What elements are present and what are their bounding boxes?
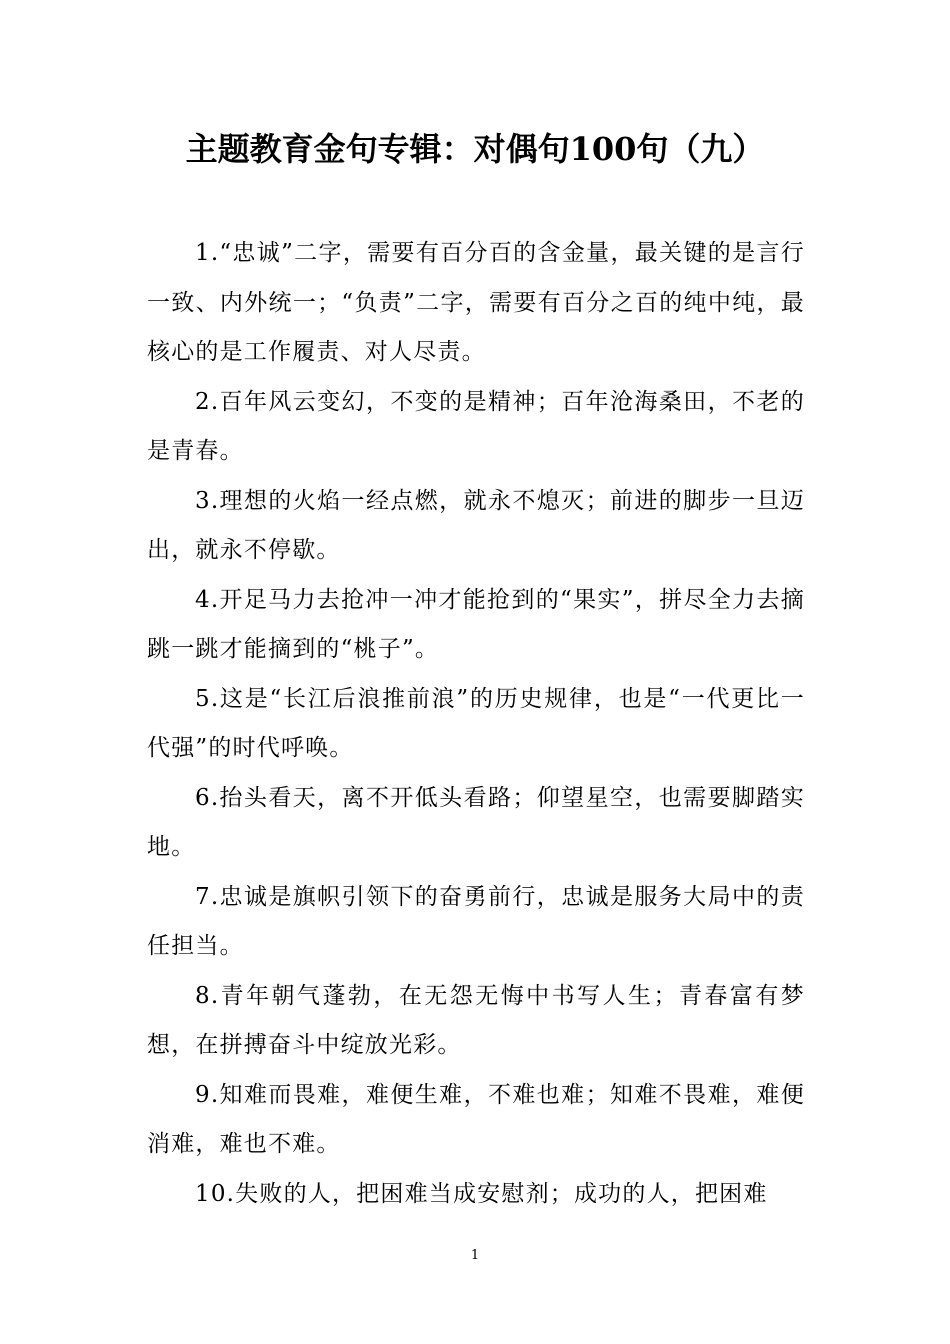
paragraph-5: 5.这是“长江后浪推前浪”的历史规律，也是“一代更比一代强”的时代呼唤。 (147, 685, 805, 761)
paragraph-1: 1.“忠诚”二字，需要有百分百的含金量，最关键的是言行一致、内外统一；“负责”二字，需要有百分之百的纯中纯，最核心的是工作履责、对人尽责。 (147, 240, 805, 365)
paragraph-4: 4.开足马力去抢冲一冲才能抢到的“果实”，拼尽全力去摘跳一跳才能摘到的“桃子”。 (147, 586, 805, 662)
paragraph-7: 7.忠诚是旗帜引领下的奋勇前行，忠诚是服务大局中的责任担当。 (147, 883, 805, 959)
paragraph-2: 2.百年风云变幻，不变的是精神；百年沧海桑田，不老的是青春。 (147, 388, 805, 464)
paragraph-8: 8.青年朝气蓬勃，在无怨无悔中书写人生；青春富有梦想，在拼搏奋斗中绽放光彩。 (147, 982, 805, 1058)
page-number: 1 (470, 1248, 480, 1263)
paragraph-6: 6.抬头看天，离不开低头看路；仰望星空，也需要脚踏实地。 (147, 784, 805, 860)
paragraph-3: 3.理想的火焰一经点燃，就永不熄灭；前进的脚步一旦迈出，就永不停歇。 (147, 487, 805, 563)
document-body (147, 229, 805, 1219)
paragraph-10: 10.失败的人，把困难当成安慰剂；成功的人，把困难 (195, 1180, 768, 1207)
document-title: 主题教育金句专辑：对偶句100句（九） (185, 130, 765, 168)
paragraph-9: 9.知难而畏难，难便生难，不难也难；知难不畏难，难便消难，难也不难。 (147, 1081, 805, 1157)
